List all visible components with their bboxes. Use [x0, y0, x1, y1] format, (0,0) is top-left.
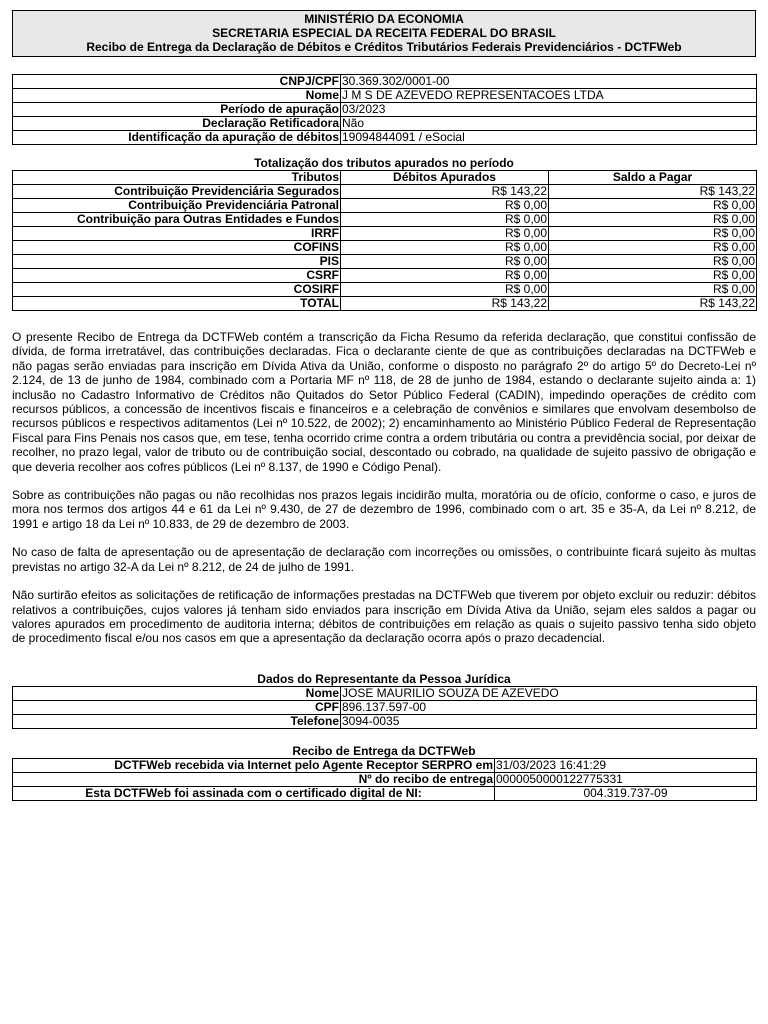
- table-row: [13, 255, 757, 269]
- header-secretariat: SECRETARIA ESPECIAL DA RECEITA FEDERAL DO BRASIL: [212, 26, 556, 40]
- identity-row: [13, 75, 757, 89]
- col-header-tributos: Tributos: [13, 171, 341, 185]
- representative-title: Dados do Representante da Pessoa Jurídica: [257, 671, 511, 686]
- receipt-number-value: 0000050000122775331: [495, 772, 757, 786]
- representative-row: [13, 714, 757, 728]
- received-value: 31/03/2023 16:41:29: [495, 758, 757, 772]
- totals-header-row: [13, 171, 757, 185]
- total-saldo-value: R$ 143,22: [549, 297, 757, 311]
- total-label: TOTAL: [13, 297, 341, 311]
- receipt-table: [12, 758, 757, 801]
- saldo-value: R$ 0,00: [549, 199, 757, 213]
- debitos-value: R$ 0,00: [341, 241, 549, 255]
- receipt-row: [13, 758, 757, 772]
- table-total-row: [13, 297, 757, 311]
- receipt-row: [13, 786, 757, 800]
- received-label: DCTFWeb recebida via Internet pelo Agente Receptor SERPRO em: [13, 758, 495, 772]
- debits-id-value: 19094844091 / eSocial: [341, 131, 757, 145]
- receipt-title: Recibo de Entrega da DCTFWeb: [292, 743, 476, 758]
- tributo-name: COSIRF: [13, 283, 341, 297]
- debitos-value: R$ 0,00: [341, 213, 549, 227]
- table-row: [13, 269, 757, 283]
- tributo-name: Contribuição Previdenciária Segurados: [13, 185, 341, 199]
- name-label: Nome: [13, 89, 341, 103]
- saldo-value: R$ 0,00: [549, 269, 757, 283]
- period-value: 03/2023: [341, 103, 757, 117]
- name-value: J M S DE AZEVEDO REPRESENTACOES LTDA: [341, 89, 757, 103]
- legal-paragraph-penalties: Sobre as contribuições não pagas ou não recolhidas nos prazos legais incidirão multa, moratória ou de ofício, conforme o caso, e juros de mora nos termos dos artigos 44 e 61 da Lei nº 9.430, de 27 de dezembro de 1996, combinado com o art. 35 e 35-A, da Lei nº 8.212, de 1991 e artigo 18 da Lei nº 10.833, de 29 de dezembro de 2003.: [12, 488, 756, 531]
- tributo-name: PIS: [13, 255, 341, 269]
- cnpj-label: CNPJ/CPF: [13, 75, 341, 89]
- header-document-title: Recibo de Entrega da Declaração de Débitos e Créditos Tributários Federais Previdenciários - DCTFWeb: [86, 40, 682, 54]
- table-row: [13, 227, 757, 241]
- table-row: [13, 213, 757, 227]
- receipt-document: [12, 0, 756, 801]
- debitos-value: R$ 0,00: [341, 269, 549, 283]
- table-row: [13, 283, 757, 297]
- representative-row: [13, 700, 757, 714]
- identity-row: [13, 131, 757, 145]
- rep-phone-value: 3094-0035: [341, 714, 757, 728]
- debitos-value: R$ 143,22: [341, 185, 549, 199]
- identity-row: [13, 89, 757, 103]
- tributo-name: Contribuição Previdenciária Patronal: [13, 199, 341, 213]
- representative-row: [13, 686, 757, 700]
- identity-row: [13, 103, 757, 117]
- debitos-value: R$ 0,00: [341, 227, 549, 241]
- rectifying-value: Não: [341, 117, 757, 131]
- debitos-value: R$ 0,00: [341, 199, 549, 213]
- document-header: [12, 10, 756, 57]
- debits-id-label: Identificação da apuração de débitos: [13, 131, 341, 145]
- receipt-number-label: Nº do recibo de entrega: [13, 772, 495, 786]
- tributo-name: IRRF: [13, 227, 341, 241]
- tributo-name: Contribuição para Outras Entidades e Fundos: [13, 213, 341, 227]
- tributo-name: CSRF: [13, 269, 341, 283]
- saldo-value: R$ 143,22: [549, 185, 757, 199]
- identity-table: [12, 74, 757, 145]
- total-debitos-value: R$ 143,22: [341, 297, 549, 311]
- receipt-row: [13, 772, 757, 786]
- tributo-name: COFINS: [13, 241, 341, 255]
- legal-paragraph-omissions: No caso de falta de apresentação ou de apresentação de declaração com incorreções ou omissões, o contribuinte ficará sujeito às multas previstas no artigo 32-A da Lei nº 8.212, de 24 de julho de 1991.: [12, 545, 756, 574]
- table-row: [13, 199, 757, 213]
- rectifying-label: Declaração Retificadora: [13, 117, 341, 131]
- signed-label: Esta DCTFWeb foi assinada com o certificado digital de NI:: [13, 786, 495, 800]
- cnpj-value: 30.369.302/0001-00: [341, 75, 757, 89]
- rep-cpf-value: 896.137.597-00: [341, 700, 757, 714]
- legal-paragraph-confession: O presente Recibo de Entrega da DCTFWeb contém a transcrição da Ficha Resumo da referida declaração, que constitui confissão de dívida, de forma irretratável, das contribuições declaradas. Fica o declarante ciente de que as contribuições declaradas na DCTFWeb e não pagas serão enviadas para inscrição em Dívida Ativa da União, conforme o disposto no parágrafo 2º do artigo 5º do Decreto-Lei nº 2.124, de 13 de junho de 1984, combinado com a Portaria MF nº 118, de 28 de junho de 1984, estando o declarante sujeito ainda a: 1) inclusão no Cadastro Informativo de Créditos não Quitados do Setor Público Federal (CADIN), impedindo operações de crédito com recursos públicos, a concessão de incentivos fiscais e financeiros e a celebração de convênios e similares que envolvam desembolso de recursos públicos e respectivos aditamentos (Lei nº 10.522, de 2002); 2) encaminhamento ao Ministério Público Federal de Representação Fiscal para Fins Penais nos casos que, em tese, tenha ocorrido crime contra a ordem tributária ou contra a previdência social, por deixar de recolher, no prazo legal, valor de tributo ou de contribuição social, descontado ou cobrado, na qualidade de sujeito passivo de obrigação e que deveria recolher aos cofres públicos (Lei nº 8.137, de 1990 e Código Penal).: [12, 330, 756, 474]
- saldo-value: R$ 0,00: [549, 241, 757, 255]
- saldo-value: R$ 0,00: [549, 283, 757, 297]
- table-row: [13, 241, 757, 255]
- header-ministry: MINISTÉRIO DA ECONOMIA: [304, 12, 464, 26]
- saldo-value: R$ 0,00: [549, 227, 757, 241]
- totals-title: Totalização dos tributos apurados no período: [254, 156, 514, 170]
- debitos-value: R$ 0,00: [341, 283, 549, 297]
- debitos-value: R$ 0,00: [341, 255, 549, 269]
- totals-table: [12, 170, 757, 311]
- col-header-saldo: Saldo a Pagar: [549, 171, 757, 185]
- rep-phone-label: Telefone: [13, 714, 341, 728]
- col-header-debitos: Débitos Apurados: [341, 171, 549, 185]
- rep-name-value: JOSE MAURILIO SOUZA DE AZEVEDO: [341, 686, 757, 700]
- saldo-value: R$ 0,00: [549, 255, 757, 269]
- table-row: [13, 185, 757, 199]
- saldo-value: R$ 0,00: [549, 213, 757, 227]
- rep-name-label: Nome: [13, 686, 341, 700]
- signed-value: 004.319.737-09: [495, 786, 757, 800]
- representative-table: [12, 686, 757, 729]
- rep-cpf-label: CPF: [13, 700, 341, 714]
- legal-paragraph-rectification: Não surtirão efeitos as solicitações de retificação de informações prestadas na DCTFWeb que tiverem por objeto excluir ou reduzir: débitos relativos a contribuições, cujos valores já tenham sido enviados para inscrição em Dívida Ativa da União, sejam eles saldos a pagar ou valores apurados em procedimento de auditoria interna; débitos de contribuições em relação as quais o sujeito passivo tenha sido objeto de procedimento fiscal e/ou nos casos em que a apresentação da declaração ocorra após o prazo decadencial.: [12, 588, 756, 646]
- period-label: Período de apuração: [13, 103, 341, 117]
- identity-row: [13, 117, 757, 131]
